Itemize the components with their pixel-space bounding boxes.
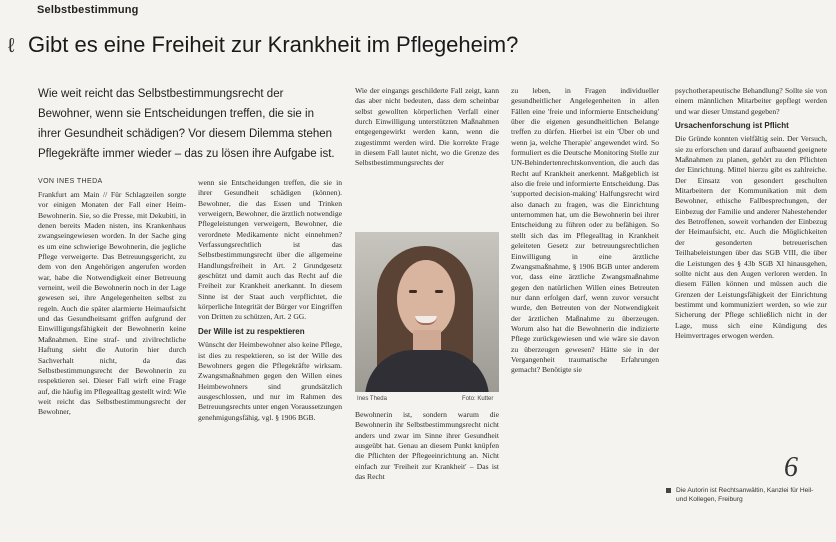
column-2-subhead: Der Wille ist zu respektieren	[198, 326, 305, 336]
column-3-text: Wie der eingangs geschilderte Fall zeigt, kann das aber nicht bedeuten, dass dem scheinbar selbst gewollten körperlichen Verfall einer durch Einwilligung unterstützten Maßnahmen entgegengewirkt werden kann, wenn die zugestimmt werden wird. Die korrekte Frage in diesem Fall lautet nicht, wo die Grenze des Selbstbestimmungsrechts der	[355, 86, 499, 168]
photo-caption-credit: Foto: Kutter	[462, 396, 494, 402]
article-headline	[8, 32, 518, 58]
author-photo	[355, 232, 499, 392]
column-1	[38, 190, 186, 540]
author-note-text: Die Autorin ist Rechtsanwältin, Kanzlei für Heil- und Kollegen, Freiburg	[676, 487, 814, 504]
column-5	[675, 86, 827, 460]
column-2	[198, 178, 342, 540]
column-2-text-2: Wünscht der Heimbewohner also keine Pflege, ist dies zu respektieren, so ist der Wille des Bewohners gegen die Pflegekräfte wirksam. Zwangsmaßnahmen gegen den Willen eines Heimbewohners sind grundsätzlich ausgeschlossen, und nur im Rahmen des Betreuungsrechts unter engen Voraussetzungen genehmigungsfähig, vgl. § 1906 BGB.	[198, 340, 342, 422]
page-number: 6	[784, 452, 798, 483]
byline: VON INES THEDA	[38, 178, 103, 185]
headline-text: Gibt es eine Freiheit zur Krankheit im Pflegeheim?	[28, 32, 519, 57]
column-4	[511, 86, 659, 540]
column-2-text: wenn sie Entscheidungen treffen, die sie in ihrer Gesundheit schädigen (können). Bewohner, die das Essen und Trinken verweigern, Bewohner, die ärztlich notwendige Pflegeleistungen verweigern, Bewohner, die verordnete Medikamente nicht einnehmen? Verfassungsrechtlich ist das Selbstbestimmungsrecht über die allgemeine Handlungsfreiheit in Art. 2 Grundgesetz geschützt und damit auch das Recht auf die Freiheit zur Krankheit anerkannt. In diesem Sinne ist der Staat auch verpflichtet, die körperliche Integrität der Bürger vor Eingriffen von Dritten zu schützen, Art. 2 GG.	[198, 178, 342, 322]
author-note	[676, 486, 826, 505]
column-3-text-2: Bewohnerin ist, sondern warum die Bewohnerin ihr Selbstbestimmungsrecht nicht anders und zwar im Sinne ihrer Gesundheit ausgeübt hat. Genau an diesem Punkt knüpfen die Pflichten der Pflegeeinrichtung an. Nicht einfach zur 'Freiheit zur Krankheit' – Das ist das Recht	[355, 410, 499, 482]
column-3-bottom	[355, 410, 499, 540]
section-kicker: Selbstbestimmung	[37, 4, 139, 16]
photo-caption-name: Ines Theda	[357, 396, 387, 402]
column-4-text: zu leben, in Fragen individueller gesundheitlicher Angelegenheiten in allen Fällen eine 'freie und informierte Entscheidung' über die eigenen gesundheitlichen Belange treffen zu dürfen. Hierbei ist ein 'Über ob und wenn ja, welche Therapie' angewendet wird. So formuliert es die Deutsche Monitoring Stelle zur UN-Behindertenrechtskonvention, die auch das Recht auf Krankheit anerkennt. Maßgeblich ist also die freie und informierte Entscheidung. Das 'supported decision-making' Halfungsrecht wird also danach zu fragen, was die Einrichtung unternommen hat, um die Bewohnerin bei ihrer Entscheidung zu führen oder zu befähigen. So stellt sich das im Pflegealltag in Krankheit geleiteten Gesetz zur betreuungsrechtlichen Einwilligung in eine ärztliche Zwangsmaßnahme, § 1906 BGB unter anderem vor, dass eine ärztliche Zwangsmaßnahme gegen den natürlichen Willen eines Betreuten nur dann erfolgen darf, wenn zuvor versucht wurde, den Betreuten von der Notwendigkeit der ärztlichen Maßnahme zu überzeugen. Worum also hat die Bewohnerin die indizierte Pflege zurückgewiesen und wie wäre sie davon zu überzeugen gewesen? Hätte sie in der Vergangenheit traumatische Erfahrungen gemacht? Benötigte sie	[511, 86, 659, 375]
column-5-text-2: Die Gründe konnten vielfältig sein. Der Versuch, sie zu erforschen und darauf aufbauend geeignete Maßnahmen zu planen, gehört zu den Pflichten der Einrichtung. Mittel hierzu gibt es zahlreiche. Der Einsatz von gesondert geschulten Mitarbeitern der Kommunikation mit dem Bewohner, ethische Fallbesprechungen, der Einbezug der Familie und anderer Nahestehender des Betroffenen, soweit vorhanden der Einbezug der Heimaufsicht, etc. Auch die Möglichkeiten der gesonderten betreuerischen Teilhabeleistungen über das SGB VIII, die über die Leistungen des § 43b SGB XI hinausgehen, sollte nicht aus den Augen verloren werden. In diesem Fällen können und müssen auch die Grenzen der Leistungsfähigkeit der Einrichtung bestimmt und kommuniziert werden, so wie zur Sicherung der Pflege schließlich nicht in der Lage, muss sich eine Kündigung des Heimvertrages erwogen werden.	[675, 134, 827, 340]
column-5-subhead: Ursachenforschung ist Pflicht	[675, 121, 789, 131]
headline-ornament-icon: ℓ	[8, 35, 15, 57]
column-1-text: Frankfurt am Main // Für Schlagzeilen sorgte vor einigen Monaten der Fall einer Heim-Bewohnerin. Sie, so die Presse, mit Dekubiti, in denen bereits Maden nisten, ins Krankenhaus zwangseingewiesen worden. In der Sache ging es um eine schwierige Bewohnerin, die jegliche Pflege verweigerte. Das Betreuungsgericht, zu dem von den Angehörigen angerufen worden war, habe die Notwendigkeit einer Betreuung verneint, weil die Bewohnerin noch in der Lage gewesen sei, ihre Angelegenheiten selbst zu regeln. Auch die später alarmierte Heimaufsicht und das Gesundheitsamt griffen aufgrund der Einwilligungsfähigkeit der Bewohnerin keine Maßnahmen. Eine straf- und zivilrechtliche Haftung sieht die Autorin hier durch Sachverhalt nicht, da das Selbstbestimmungsrecht der Bewohnerin zu respektieren sei. Dieser Fall wirft eine Frage auf, die häufig im Pflegealltag gestellt wird: Wie weit reicht das Selbstbestimmungsrecht der Bewohner,	[38, 190, 186, 417]
column-3-top	[355, 86, 499, 226]
column-5-text: psychotherapeutische Behandlung? Sollte sie von einem männlichen Mitarbeiter gepflegt werden und war dieser Umstand gegeben?	[675, 86, 827, 116]
square-bullet-icon	[666, 488, 671, 493]
article-lead: Wie weit reicht das Selbstbestimmungsrecht der Bewohner, wenn sie Entscheidungen treffen, die sie in ihrer Gesundheit schädigen? Vor diesem Dilemma stehen Pflegekräfte immer wieder – das zu lösen ihre Aufgabe ist.	[38, 88, 335, 160]
